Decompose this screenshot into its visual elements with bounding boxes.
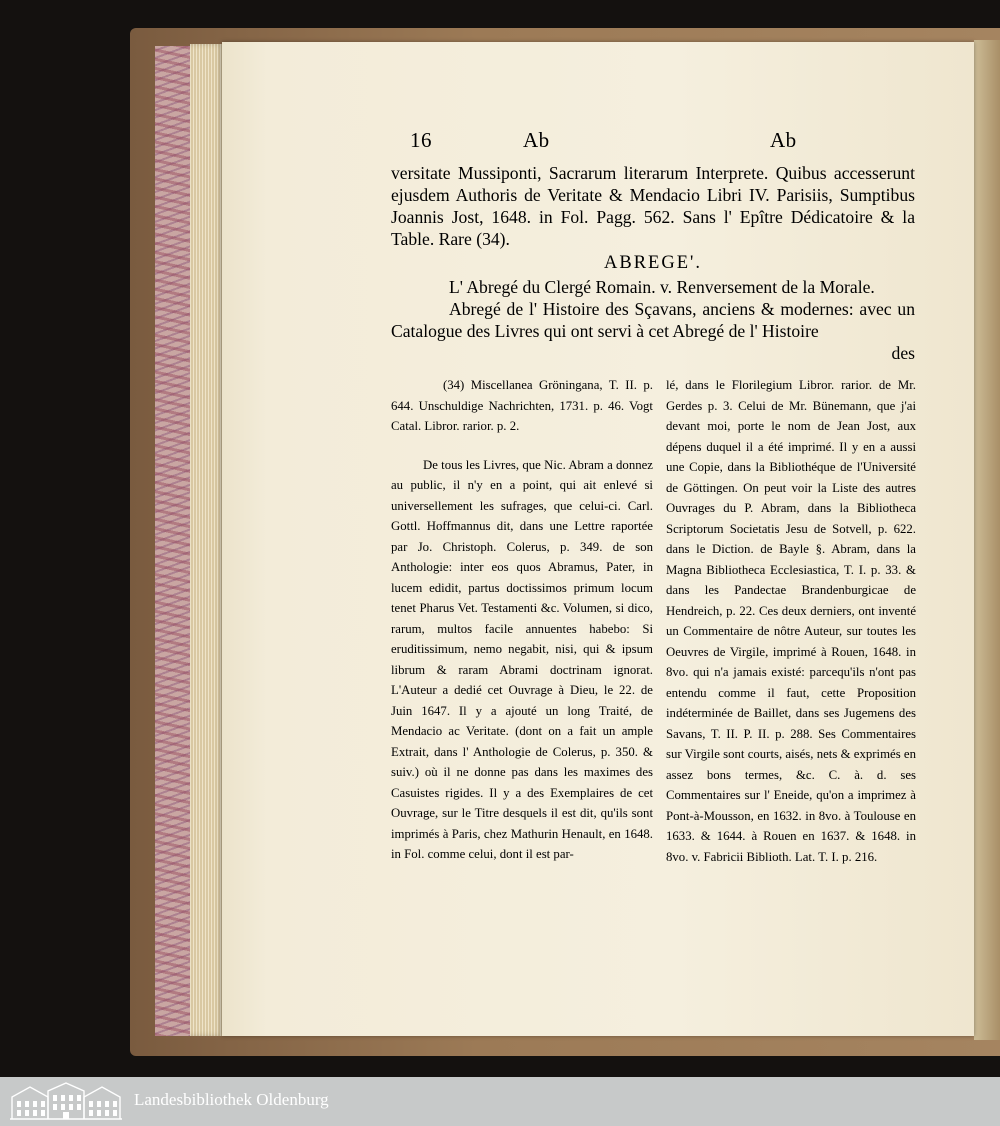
page-edges (190, 44, 224, 1036)
entries-block (391, 276, 915, 364)
right-column-paragraph: lé, dans le Florilegium Libror. rarior. de Mr. Gerdes p. 3. Celui de Mr. Bünemann, que j'ai devant moi, porte le nom de Jean Jost, aux dépens duquel il a été imprimé. Il y en a aussi une Copie, dans la Bibliothéque de l'Université de Göttingen. On peut voir la Liste des autres Ouvrages du P. Abram, dans la Bibliotheca Scriptorum Societatis Jesu de Sotvell, p. 622. dans le Diction. de Bayle §. Abram, dans la Magna Bibliotheca Ecclesiastica, T. I. p. 33. & dans les Pandectae Brandenburgicae de Hendreich, p. 22. Ces deux derniers, ont inventé un Commentaire de nôtre Auteur, sur toutes les Oeuvres de Virgile, imprimé à Rouen, 1648. in 8vo. qui n'a jamais existé: parcequ'ils n'ont pas entendu comme il faut, cette Proposition indéterminée de Baillet, dans ses Jugemens des Savans, T. II. P. II. p. 288. Ses Commentaires sur Virgile sont courts, aisés, nets & exprimés en assez bons termes, &c. C. à. d. ses Commentaires sur l' Eneide, qu'on a imprimez à Pont-à-Mousson, en 1632. in 8vo. à Toulouse en 1633. & 1644. à Rouen en 1637. & 1648. in 8vo. v. Fabricii Biblioth. Lat. T. I. p. 216. (666, 378, 916, 864)
main-text-block (391, 162, 915, 250)
catchword: des (891, 343, 915, 363)
footnote-34: (34) Miscellanea Gröningana, T. II. p. 644. Unschuldige Nachrichten, 1731. p. 46. Vogt Catal. Libror. rarior. p. 2. (391, 378, 653, 433)
running-head-right: Ab (770, 128, 797, 152)
main-paragraph: versitate Mussiponti, Sacrarum literarum Interprete. Quibus accesserunt ejusdem Authoris de Veritate & Mendacio Libri IV. Parisiis, Sumptibus Joannis Jost, 1648. in Fol. Pagg. 562. Sans l' Epître Dédicatoire & la Table. Rare (34). (391, 163, 915, 249)
left-column (391, 375, 653, 865)
page-number: 16 (410, 128, 432, 152)
entry-abrege-clerge: L' Abregé du Clergé Romain. v. Renversement de la Morale. (449, 277, 875, 297)
entry-abrege-histoire: Abregé de l' Histoire des Sçavans, anciens & modernes: avec un Catalogue des Livres qui ont servi à cet Abregé de l' Histoire (391, 299, 915, 341)
right-page-edge (974, 40, 1000, 1040)
running-head-left: Ab (523, 128, 550, 152)
right-column (666, 375, 916, 867)
left-column-paragraph: De tous les Livres, que Nic. Abram a donnez au public, il n'y en a point, qui ait enlevé si universellement les sufrages, que celui-ci. Carl. Gottl. Hoffmannus dit, dans une Lettre raportée par Jo. Christoph. Colerus, p. 349. de son Anthologie: inter eos quos Abramus, Pater, in lucem edidit, partus doctissimos primum locum tenet Pharus Vet. Testamenti &c. Volumen, si dico, rarum, multos facile annuentes habebo: Si eruditissimum, nemo negabit, nisi, qui & ipsum librum & raram Abrami doctrinam ignorat. L'Auteur a dedié cet Ouvrage à Dieu, le 22. de Juin 1647. Il y a ajouté un long Traité, de Mendacio ac Veritate. (dont on a fait un ample Extrait, dans l' Anthologie de Colerus, p. 350. & suiv.) où il ne donne pas dans les maximes des Casuistes rigides. Il y a des Exemplaires de cet Ouvrage, sur le Titre desquels il est dit, qu'ils sont imprimés à Paris, chez Mathurin Henault, en 1648. in Fol. comme celui, dont il est par- (391, 457, 653, 861)
library-building-icon (8, 1081, 124, 1121)
library-name: Landesbibliothek Oldenburg (134, 1090, 329, 1109)
marbled-endpaper (155, 46, 193, 1036)
footer-bar (0, 1077, 1000, 1126)
section-title: ABREGE'. (604, 253, 702, 273)
